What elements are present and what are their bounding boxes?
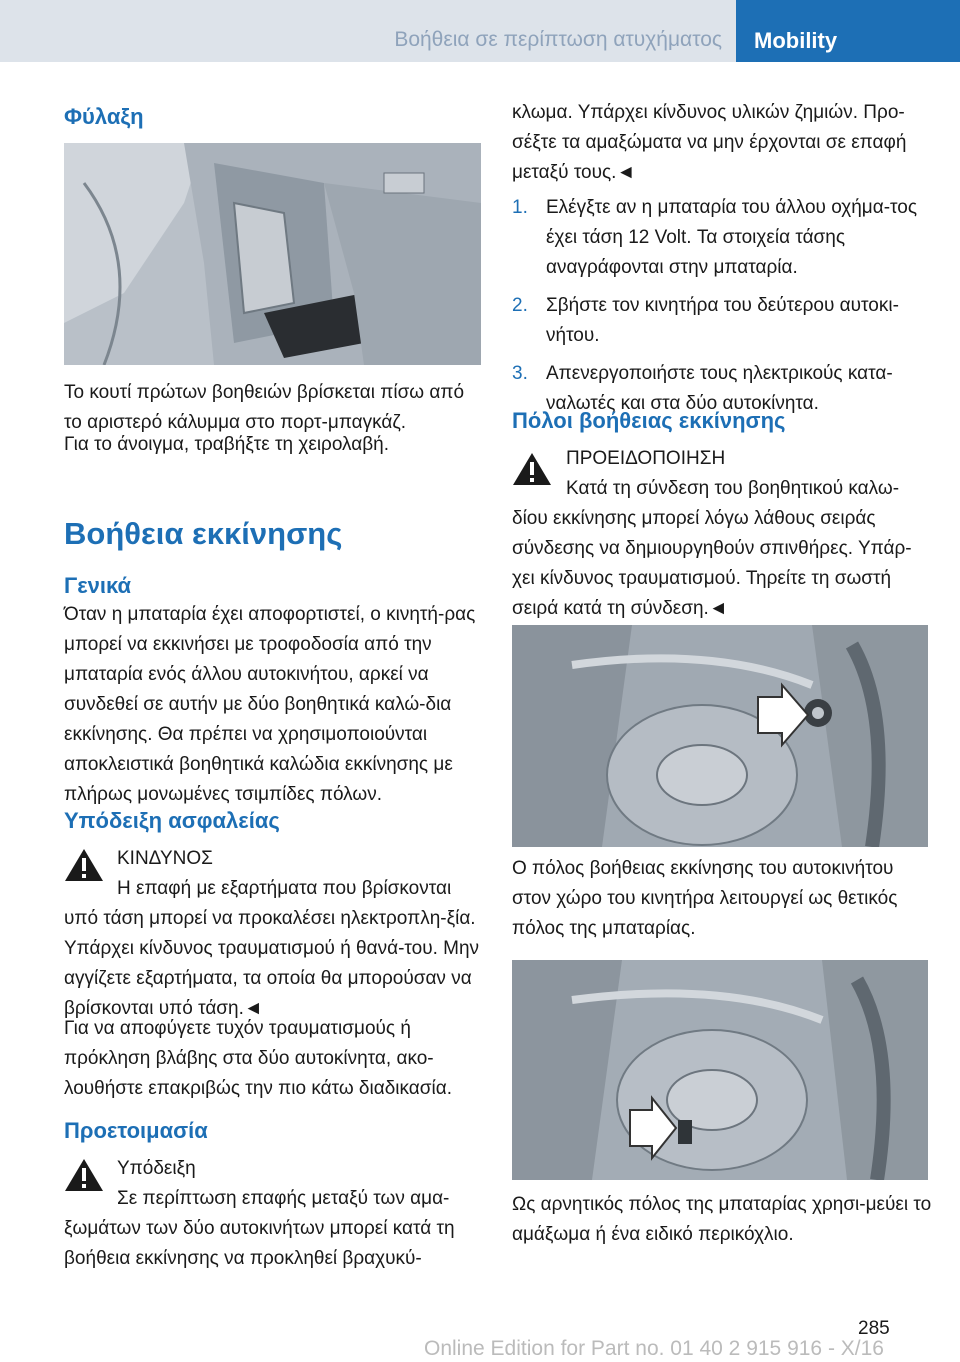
danger-label: ΚΙΝΔΥΝΟΣ xyxy=(117,848,213,869)
general-heading: Γενικά xyxy=(64,573,132,598)
negative-pole-photo xyxy=(512,960,928,1180)
edition-footer: Online Edition for Part no. 01 40 2 915 916 - X/16 xyxy=(424,1337,884,1360)
general-text: Όταν η μπαταρία έχει αποφορτιστεί, ο κινητή-ρας μπορεί να εκκινήσει με τροφοδοσία από την μπαταρία ενός άλλου αυτοκινήτου, αρκεί να συνδεθεί σε αυτήν με δύο βοηθητικά καλώ-δια εκκίνησης. Θα πρέπει να χρησιμοποιούνται αποκλειστικά βοηθητικά καλώδια εκκίνησης με πλήρως μονωμένες τσιμπίδες πόλων. xyxy=(64,604,476,805)
step-text: Σβήστε τον κινητήρα του δεύτερου αυτοκι-νήτου. xyxy=(546,295,899,346)
engine-positive-illustration xyxy=(512,625,928,847)
danger-text: Η επαφή με εξαρτήματα που βρίσκονται υπό τάση μπορεί να προκαλέσει ηλεκτροπλη-ξία. Υπάρχει κίνδυνος τραυματισμού ή θανά-του. Μην αγγίζετε εξαρτήματα, τα οποία θα μπορούσαν να βρίσκονται υπό τάση.◄ xyxy=(64,878,480,1019)
note-label: Υπόδειξη xyxy=(117,1158,196,1179)
prep-heading: Προετοιμασία xyxy=(64,1118,208,1143)
jumpstart-title: Βοήθεια εκκίνησης xyxy=(64,516,343,551)
engine-negative-illustration xyxy=(512,960,928,1180)
storage-heading: Φύλαξη xyxy=(64,104,144,129)
positive-caption: Ο πόλος βοήθειας εκκίνησης του αυτοκινήτου στον χώρο του κινητήρα λειτουργεί ως θετικός πόλος της μπαταρίας. xyxy=(512,858,898,939)
steps-list xyxy=(512,193,932,427)
negative-caption: Ως αρνητικός πόλος της μπαταρίας χρησι-μεύει το αμάξωμα ή ένα ειδικό περικόχλιο. xyxy=(512,1194,932,1245)
warning-label: ΠΡΟΕΙΔΟΠΟΙΗΣΗ xyxy=(566,448,726,469)
header-chapter-title: Mobility xyxy=(754,28,838,53)
step-number: 3. xyxy=(512,363,528,384)
safety-text: Για να αποφύγετε τυχόν τραυματισμούς ή πρόκληση βλάβης στα δύο αυτοκίνητα, ακο-λουθήστε επακριβώς την πιο κάτω διαδικασία. xyxy=(64,1018,452,1099)
header-section-title: Βοήθεια σε περίπτωση ατυχήματος xyxy=(394,28,722,51)
step-number: 1. xyxy=(512,197,528,218)
page-number: 285 xyxy=(858,1318,890,1339)
header-chapter-tab xyxy=(736,0,960,62)
trunk-photo xyxy=(64,143,481,365)
warning-text: Κατά τη σύνδεση του βοηθητικού καλω-δίου εκκίνησης μπορεί λόγω λάθους σειράς σύνδεσης να δημιουργηθούν σπινθήρες. Υπάρ-χει κίνδυνος τραυματισμού. Τηρείτε τη σωστή σειρά κατά τη σύνδεση.◄ xyxy=(512,478,912,619)
storage-caption-2: Για το άνοιγμα, τραβήξτε τη χειρολαβή. xyxy=(64,434,390,455)
safety-heading: Υπόδειξη ασφαλείας xyxy=(64,808,280,833)
step-item xyxy=(512,193,932,283)
poles-heading: Πόλοι βοήθειας εκκίνησης xyxy=(512,408,786,433)
trunk-illustration xyxy=(64,143,481,365)
positive-pole-photo xyxy=(512,625,928,847)
header-section-bar xyxy=(0,0,736,62)
continued-text: κλωμα. Υπάρχει κίνδυνος υλικών ζημιών. Προ-σέξτε τα αμαξώματα να μην έρχονται σε επαφή μεταξύ τους.◄ xyxy=(512,102,907,183)
step-item xyxy=(512,291,932,351)
step-text: Ελέγξτε αν η μπαταρία του άλλου οχήμα-τος έχει τάση 12 Volt. Τα στοιχεία τάσης αναγράφονται στην μπαταρία. xyxy=(546,197,918,278)
step-text: Απενεργοποιήστε τους ηλεκτρικούς κατα-ναλωτές και στα δύο αυτοκίνητα. xyxy=(546,363,893,414)
step-number: 2. xyxy=(512,295,528,316)
note-text: Σε περίπτωση επαφής μεταξύ των αμα-ξωμάτων των δύο αυτοκινήτων μπορεί κατά τη βοήθεια εκκίνησης να προκληθεί βραχυκύ- xyxy=(64,1188,455,1269)
storage-caption-1: Το κουτί πρώτων βοηθειών βρίσκεται πίσω από το αριστερό κάλυμμα στο πορτ-μπαγκάζ. xyxy=(64,382,465,433)
